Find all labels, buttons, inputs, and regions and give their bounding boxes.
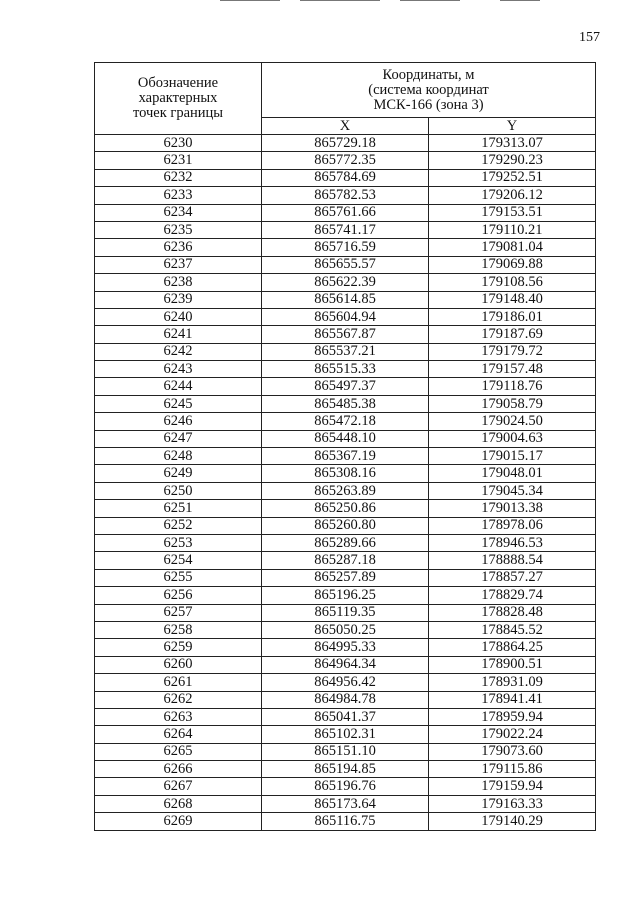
cell-x: 864956.42 [262, 674, 429, 691]
table-row [95, 326, 596, 343]
table-row [95, 500, 596, 517]
cell-y: 179140.29 [429, 813, 596, 830]
cell-x: 865472.18 [262, 413, 429, 430]
cell-y: 179187.69 [429, 326, 596, 343]
cell-x: 865196.25 [262, 587, 429, 604]
cell-point: 6236 [95, 239, 262, 256]
cell-point: 6247 [95, 430, 262, 447]
table-row [95, 395, 596, 412]
cell-point: 6235 [95, 221, 262, 238]
table-row [95, 378, 596, 395]
top-rule-2 [300, 0, 380, 1]
cell-x: 865537.21 [262, 343, 429, 360]
cell-y: 179159.94 [429, 778, 596, 795]
cell-x: 865257.89 [262, 569, 429, 586]
cell-y: 179118.76 [429, 378, 596, 395]
cell-x: 865289.66 [262, 534, 429, 551]
cell-point: 6249 [95, 465, 262, 482]
cell-point: 6263 [95, 708, 262, 725]
cell-y: 178941.41 [429, 691, 596, 708]
cell-y: 179022.24 [429, 726, 596, 743]
header-y: Y [429, 118, 596, 135]
cell-point: 6230 [95, 135, 262, 152]
header-coords-line: МСК-166 (зона 3) [373, 96, 484, 113]
cell-x: 865194.85 [262, 761, 429, 778]
cell-y: 178900.51 [429, 656, 596, 673]
cell-point: 6267 [95, 778, 262, 795]
cell-x: 865260.80 [262, 517, 429, 534]
cell-point: 6250 [95, 482, 262, 499]
cell-point: 6246 [95, 413, 262, 430]
table-row [95, 187, 596, 204]
cell-x: 865604.94 [262, 308, 429, 325]
cell-x: 865655.57 [262, 256, 429, 273]
table-row [95, 482, 596, 499]
cell-point: 6262 [95, 691, 262, 708]
table-row [95, 761, 596, 778]
cell-point: 6244 [95, 378, 262, 395]
cell-y: 179153.51 [429, 204, 596, 221]
table-row [95, 343, 596, 360]
table-row [95, 604, 596, 621]
header-point-line: характерных [138, 90, 218, 106]
cell-y: 178888.54 [429, 552, 596, 569]
table-row [95, 221, 596, 238]
table-row [95, 239, 596, 256]
table-row [95, 552, 596, 569]
table-row [95, 778, 596, 795]
cell-point: 6242 [95, 343, 262, 360]
cell-y: 179048.01 [429, 465, 596, 482]
cell-y: 179073.60 [429, 743, 596, 760]
cell-y: 179186.01 [429, 308, 596, 325]
table-row [95, 691, 596, 708]
cell-x: 865173.64 [262, 795, 429, 812]
header-point-line: точек границы [132, 105, 224, 121]
table-row [95, 361, 596, 378]
table-row [95, 813, 596, 830]
cell-y: 179313.07 [429, 135, 596, 152]
cell-y: 178828.48 [429, 604, 596, 621]
table-row [95, 169, 596, 186]
cell-x: 865448.10 [262, 430, 429, 447]
table-row [95, 587, 596, 604]
header-coords-line: (система координат [368, 81, 489, 98]
cell-point: 6253 [95, 534, 262, 551]
cell-y: 179004.63 [429, 430, 596, 447]
cell-point: 6258 [95, 621, 262, 638]
cell-y: 179058.79 [429, 395, 596, 412]
cell-point: 6255 [95, 569, 262, 586]
table-header-row [95, 63, 596, 118]
table-row [95, 569, 596, 586]
cell-x: 865050.25 [262, 621, 429, 638]
cell-point: 6256 [95, 587, 262, 604]
table-row [95, 430, 596, 447]
cell-y: 178978.06 [429, 517, 596, 534]
cell-x: 865151.10 [262, 743, 429, 760]
cell-y: 179110.21 [429, 221, 596, 238]
cell-point: 6238 [95, 274, 262, 291]
cell-y: 178857.27 [429, 569, 596, 586]
cell-x: 865515.33 [262, 361, 429, 378]
cell-x: 864984.78 [262, 691, 429, 708]
cell-y: 179163.33 [429, 795, 596, 812]
cell-point: 6240 [95, 308, 262, 325]
cell-point: 6245 [95, 395, 262, 412]
cell-x: 865263.89 [262, 482, 429, 499]
table-row [95, 517, 596, 534]
cell-x: 865716.59 [262, 239, 429, 256]
table-row [95, 448, 596, 465]
cell-x: 865729.18 [262, 135, 429, 152]
cell-x: 864964.34 [262, 656, 429, 673]
table-row [95, 639, 596, 656]
cell-x: 865102.31 [262, 726, 429, 743]
cell-x: 865784.69 [262, 169, 429, 186]
cell-point: 6264 [95, 726, 262, 743]
cell-x: 865119.35 [262, 604, 429, 621]
cell-y: 179108.56 [429, 274, 596, 291]
cell-point: 6265 [95, 743, 262, 760]
coordinates-table [94, 62, 596, 831]
cell-x: 865287.18 [262, 552, 429, 569]
cell-point: 6261 [95, 674, 262, 691]
cell-x: 865761.66 [262, 204, 429, 221]
cell-x: 865367.19 [262, 448, 429, 465]
cell-y: 179013.38 [429, 500, 596, 517]
cell-point: 6252 [95, 517, 262, 534]
table-row [95, 795, 596, 812]
cell-y: 179069.88 [429, 256, 596, 273]
cell-x: 865308.16 [262, 465, 429, 482]
cell-point: 6243 [95, 361, 262, 378]
table-row [95, 135, 596, 152]
cell-point: 6233 [95, 187, 262, 204]
table-row [95, 291, 596, 308]
cell-y: 179115.86 [429, 761, 596, 778]
cell-y: 179024.50 [429, 413, 596, 430]
cell-y: 179179.72 [429, 343, 596, 360]
cell-point: 6257 [95, 604, 262, 621]
cell-point: 6259 [95, 639, 262, 656]
top-rule-4 [500, 0, 540, 1]
page-number: 157 [579, 30, 600, 45]
cell-point: 6237 [95, 256, 262, 273]
table-row [95, 413, 596, 430]
cell-x: 865741.17 [262, 221, 429, 238]
top-rule-3 [400, 0, 460, 1]
table-row [95, 743, 596, 760]
cell-y: 179157.48 [429, 361, 596, 378]
cell-y: 178946.53 [429, 534, 596, 551]
cell-y: 179290.23 [429, 152, 596, 169]
cell-y: 178845.52 [429, 621, 596, 638]
cell-point: 6269 [95, 813, 262, 830]
cell-x: 864995.33 [262, 639, 429, 656]
table-row [95, 465, 596, 482]
cell-point: 6241 [95, 326, 262, 343]
table-row [95, 656, 596, 673]
cell-point: 6266 [95, 761, 262, 778]
top-rule-1 [220, 0, 280, 1]
table-row [95, 256, 596, 273]
header-x: X [262, 118, 429, 135]
table-row [95, 674, 596, 691]
cell-point: 6232 [95, 169, 262, 186]
cell-y: 179252.51 [429, 169, 596, 186]
cell-x: 865782.53 [262, 187, 429, 204]
cell-x: 865567.87 [262, 326, 429, 343]
cell-point: 6260 [95, 656, 262, 673]
cell-point: 6251 [95, 500, 262, 517]
cell-point: 6231 [95, 152, 262, 169]
cell-x: 865196.76 [262, 778, 429, 795]
cell-y: 178829.74 [429, 587, 596, 604]
cell-y: 179015.17 [429, 448, 596, 465]
cell-x: 865485.38 [262, 395, 429, 412]
cell-x: 865116.75 [262, 813, 429, 830]
cell-y: 178864.25 [429, 639, 596, 656]
cell-x: 865614.85 [262, 291, 429, 308]
cell-x: 865772.35 [262, 152, 429, 169]
cell-x: 865041.37 [262, 708, 429, 725]
header-coords-line: Координаты, м [382, 66, 475, 83]
cell-x: 865497.37 [262, 378, 429, 395]
table-row [95, 726, 596, 743]
table-row [95, 708, 596, 725]
cell-point: 6268 [95, 795, 262, 812]
header-point-line: Обозначение [137, 75, 219, 91]
cell-y: 179081.04 [429, 239, 596, 256]
cell-y: 178959.94 [429, 708, 596, 725]
cell-y: 179206.12 [429, 187, 596, 204]
header-point-designation [95, 63, 262, 135]
table-row [95, 152, 596, 169]
table-row [95, 308, 596, 325]
cell-y: 179045.34 [429, 482, 596, 499]
table-row [95, 534, 596, 551]
table-row [95, 274, 596, 291]
cell-point: 6234 [95, 204, 262, 221]
cell-y: 179148.40 [429, 291, 596, 308]
table-row [95, 621, 596, 638]
cell-point: 6254 [95, 552, 262, 569]
cell-x: 865250.86 [262, 500, 429, 517]
header-coordinates [262, 63, 596, 118]
cell-y: 178931.09 [429, 674, 596, 691]
table-row [95, 204, 596, 221]
table-body [95, 135, 596, 831]
cell-x: 865622.39 [262, 274, 429, 291]
cell-point: 6239 [95, 291, 262, 308]
cell-point: 6248 [95, 448, 262, 465]
